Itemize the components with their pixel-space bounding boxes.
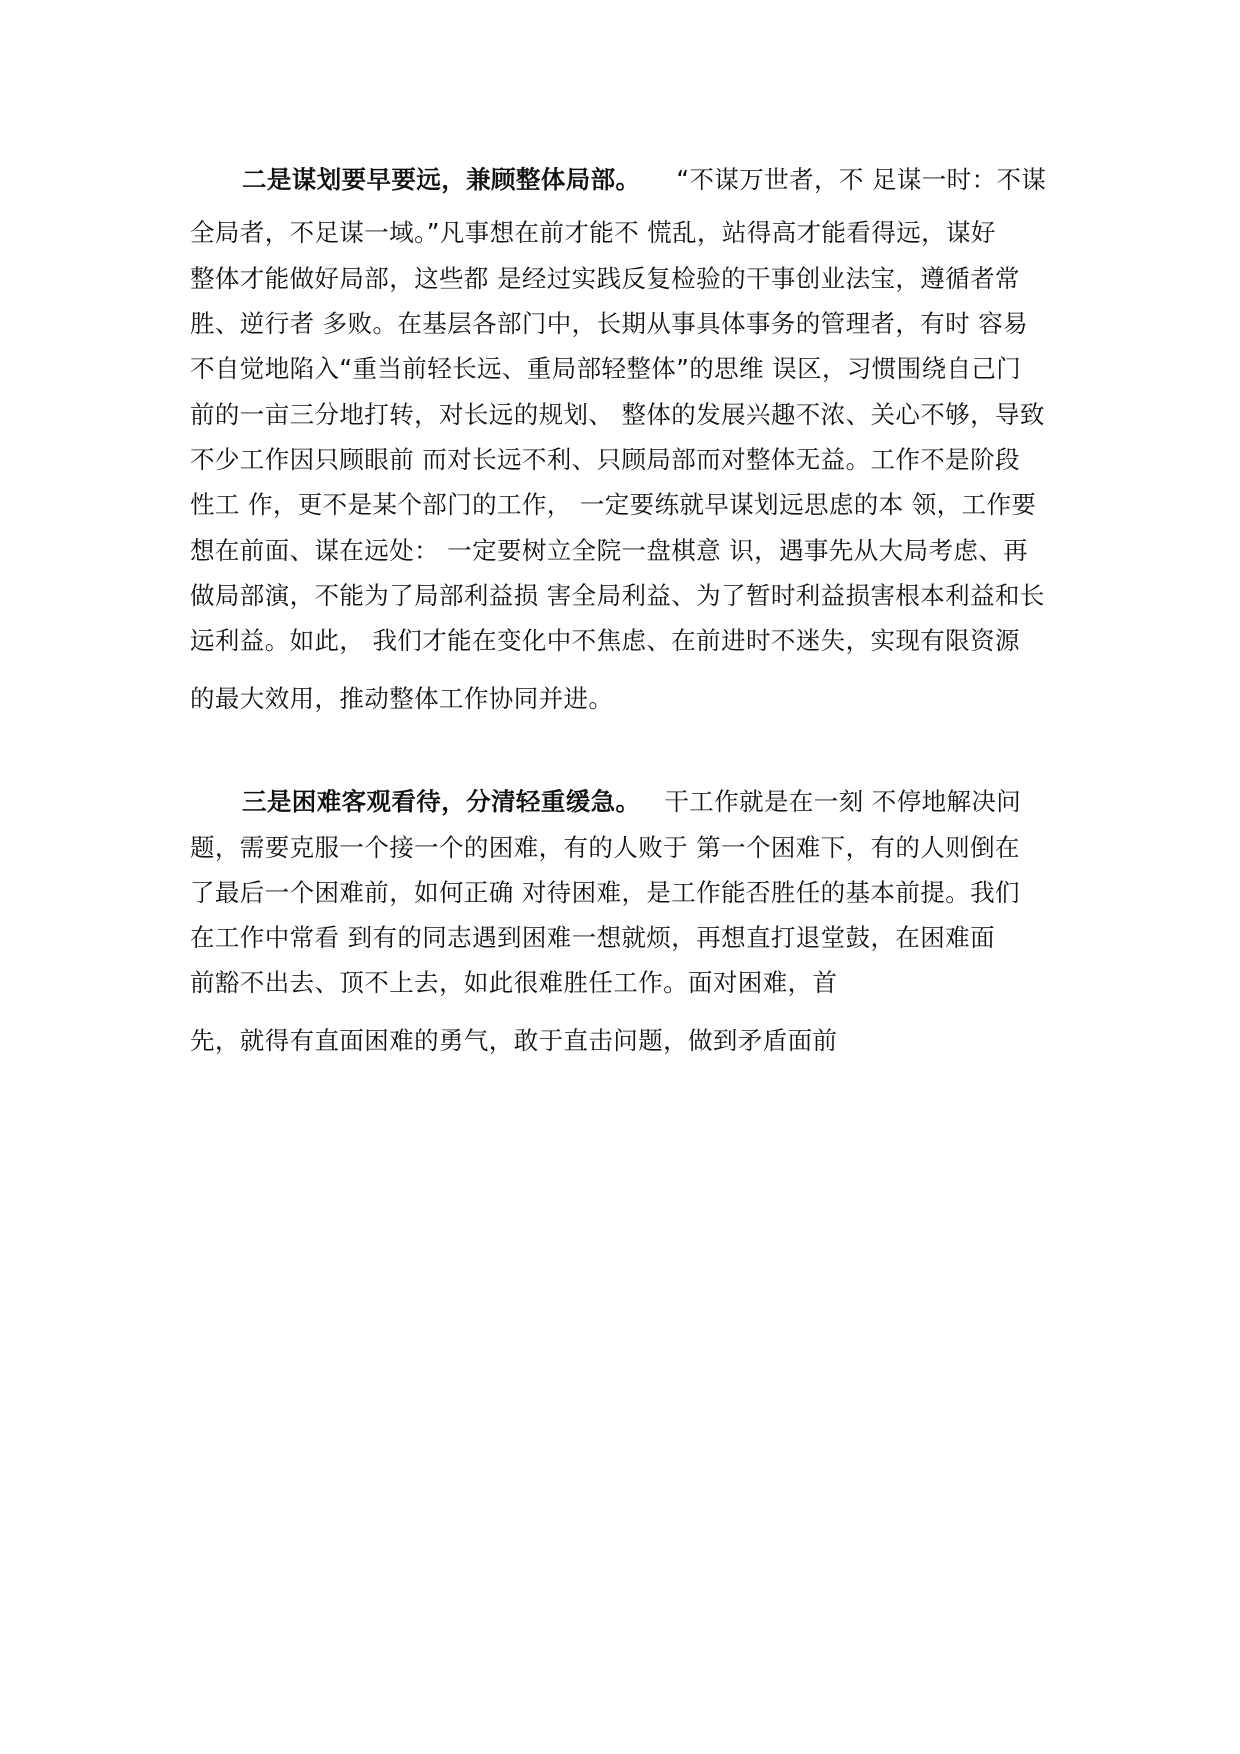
- paragraph-line: 先，就得有直面困难的勇气，敢于直击问题，做到矛盾面前: [190, 1026, 838, 1055]
- paragraph-line: 不自觉地陷入“重当前轻长远、重局部轻整体”的思维 误区，习惯围绕自己门: [190, 354, 1022, 383]
- paragraph-line: 不少工作因只顾眼前 而对长远不利、只顾局部而对整体无益。工作不是阶段: [190, 445, 1020, 474]
- section-two-heading: 二是谋划要早要远，兼顾整体局部。: [242, 165, 641, 194]
- paragraph-line: 性工 作，更不是某个部门的工作， 一定要练就早谋划远思虑的本 领，工作要: [190, 490, 1037, 519]
- section-three-first-line: [242, 785, 1021, 819]
- paragraph-line: “不谋万世者，不 足谋一时：不谋: [676, 165, 1047, 194]
- paragraph-line: 干工作就是在一刻 不停地解决问: [664, 787, 1022, 816]
- paragraph-line: 的最大效用，推动整体工作协同并进。: [190, 684, 614, 713]
- paragraph-line: 做局部演，不能为了局部利益损 害全局利益、为了暂时利益损害根本利益和长: [190, 581, 1045, 610]
- paragraph-line: 远利益。如此， 我们才能在变化中不焦虑、在前进时不迷失，实现有限资源: [190, 626, 1020, 655]
- paragraph-line: 前的一亩三分地打转，对长远的规划、 整体的发展兴趣不浓、关心不够，导致: [190, 400, 1045, 429]
- paragraph-line: 整体才能做好局部，这些都 是经过实践反复检验的干事创业法宝，遵循者常: [190, 264, 1020, 293]
- paragraph-line: 前豁不出去、顶不上去，如此很难胜任工作。面对困难，首: [190, 968, 838, 997]
- paragraph-line: 全局者，不足谋一域。”凡事想在前才能不 慌乱，站得高才能看得远，谋好: [190, 218, 996, 247]
- section-three-heading: 三是困难客观看待，分清轻重缓急。: [242, 787, 641, 816]
- paragraph-line: 了最后一个困难前，如何正确 对待困难，是工作能否胜任的基本前提。我们: [190, 878, 1020, 907]
- section-two-first-line: [242, 163, 1046, 197]
- paragraph-line: 题，需要克服一个接一个的困难，有的人败于 第一个困难下，有的人则倒在: [190, 833, 1020, 862]
- paragraph-line: 想在前面、谋在远处： 一定要树立全院一盘棋意 识，遇事先从大局考虑、再: [190, 536, 1029, 565]
- paragraph-line: 胜、逆行者 多败。在基层各部门中，长期从事具体事务的管理者，有时 容易: [190, 309, 1029, 338]
- paragraph-line: 在工作中常看 到有的同志遇到困难一想就烦，再想直打退堂鼓，在困难面: [190, 923, 995, 952]
